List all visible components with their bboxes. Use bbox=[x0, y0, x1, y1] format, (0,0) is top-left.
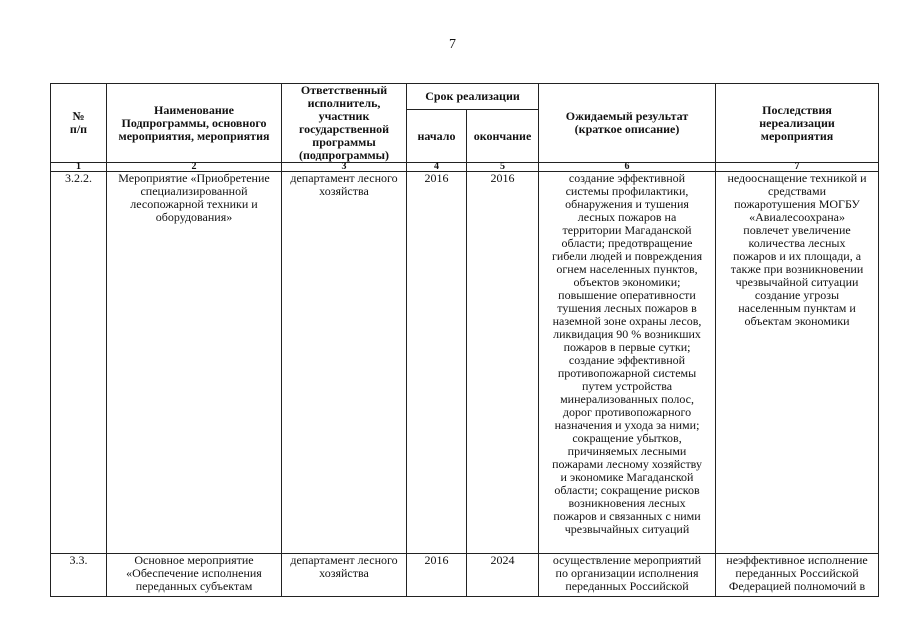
table-row bbox=[51, 172, 879, 554]
column-number: 5 bbox=[467, 163, 539, 172]
table-header bbox=[51, 84, 879, 172]
column-number: 4 bbox=[407, 163, 467, 172]
header-expected-result: Ожидаемый результат (краткое описание) bbox=[539, 84, 716, 163]
header-term-start: начало bbox=[407, 110, 467, 163]
row-activity-name: Основное мероприятие «Обеспечение исполнения переданных субъектам bbox=[107, 554, 282, 597]
row-consequences: неэффективное исполнение переданных Российской Федерацией полномочий в bbox=[716, 554, 879, 597]
row-activity-name: Мероприятие «Приобретение специализированной лесопожарной техники и оборудования» bbox=[107, 172, 282, 554]
column-number: 2 bbox=[107, 163, 282, 172]
row-term-end: 2016 bbox=[467, 172, 539, 554]
header-consequences: Последствия нереализации мероприятия bbox=[716, 84, 879, 163]
page-number: 7 bbox=[449, 37, 456, 52]
header-executor: Ответственный исполнитель, участник государственной программы (подпрограммы) bbox=[282, 84, 407, 163]
row-expected-result: осуществление мероприятий по организации исполнения переданных Российской bbox=[539, 554, 716, 597]
header-term-end: окончание bbox=[467, 110, 539, 163]
header-number: № п/п bbox=[51, 84, 107, 163]
row-consequences: недооснащение техникой и средствами пожаротушения МОГБУ «Авиалесоохрана» повлечет увеличение количества лесных пожаров и их площади, а также при возникновении чрезвычайной ситуации создание угрозы населенным пунктам и объектам экономики bbox=[716, 172, 879, 554]
row-executor: департамент лесного хозяйства bbox=[282, 172, 407, 554]
header-name: Наименование Подпрограммы, основного мероприятия, мероприятия bbox=[107, 84, 282, 163]
row-number: 3.2.2. bbox=[51, 172, 107, 554]
program-activities-table bbox=[50, 83, 879, 597]
row-term-end: 2024 bbox=[467, 554, 539, 597]
table-row bbox=[51, 554, 879, 597]
column-number: 6 bbox=[539, 163, 716, 172]
row-term-start: 2016 bbox=[407, 554, 467, 597]
row-term-start: 2016 bbox=[407, 172, 467, 554]
row-executor: департамент лесного хозяйства bbox=[282, 554, 407, 597]
column-number: 3 bbox=[282, 163, 407, 172]
row-expected-result: создание эффективной системы профилактики, обнаружения и тушения лесных пожаров на территории Магаданской области; предотвращение гибели людей и повреждения огнем населенных пунктов, объектов экономики; повышение оперативности тушения лесных пожаров в наземной зоне охраны лесов, ликвидация 90 % возникших пожаров в первые сутки; создание эффективной противопожарной системы путем устройства минерализованных полос, дорог противопожарного назначения и ухода за ними; сокращение убытков, причиняемых лесными пожарами лесному хозяйству и экономике Магаданской области; сокращение рисков возникновения лесных пожаров и связанных с ними чрезвычайных ситуаций bbox=[539, 172, 716, 554]
column-number: 7 bbox=[716, 163, 879, 172]
row-number: 3.3. bbox=[51, 554, 107, 597]
header-term-group: Срок реализации bbox=[407, 84, 539, 110]
column-number: 1 bbox=[51, 163, 107, 172]
